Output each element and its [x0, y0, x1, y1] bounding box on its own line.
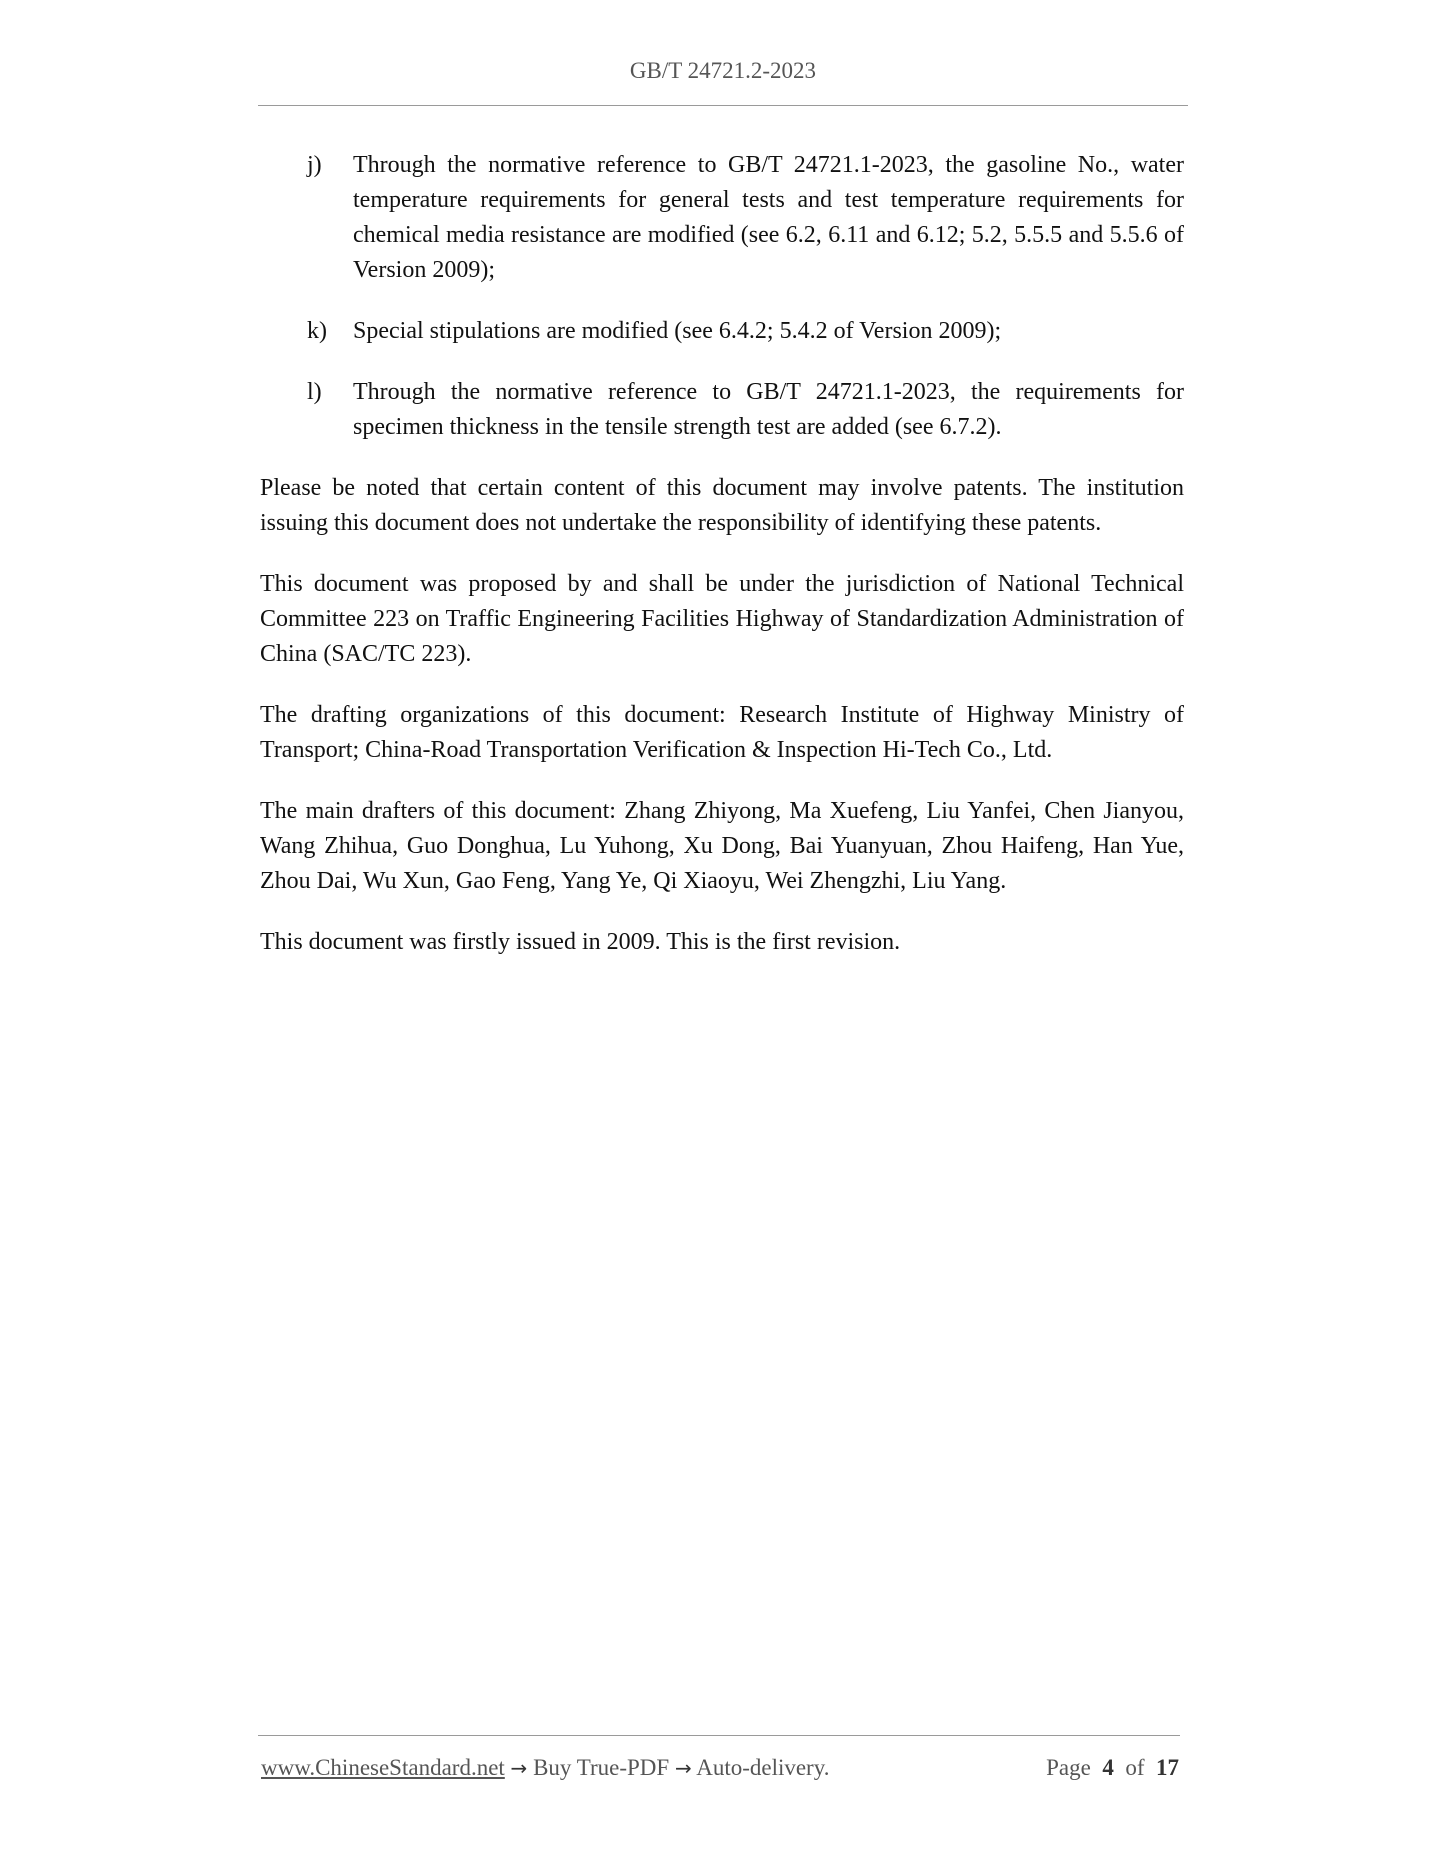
- document-code: GB/T 24721.2-2023: [629, 58, 817, 83]
- buy-text: Buy True-PDF: [533, 1755, 670, 1780]
- list-marker: l): [307, 379, 322, 405]
- patents-paragraph: Please be noted that certain content of this document may involve patents. The institution issuing this document does not undertake the responsibility of identifying these patents.: [260, 475, 1184, 536]
- list-marker: j): [307, 152, 322, 178]
- amendment-list: [260, 148, 1184, 445]
- list-item-j: [260, 148, 1184, 288]
- page-indicator: [1046, 1755, 1179, 1781]
- arrow-right-icon: →: [674, 1756, 692, 1780]
- delivery-text: Auto-delivery.: [696, 1755, 830, 1780]
- footer-divider: [258, 1735, 1180, 1736]
- organizations-paragraph: The drafting organizations of this document: Research Institute of Highway Ministry of Transport; China-Road Transportation Verification & Inspection Hi-Tech Co., Ltd.: [260, 702, 1184, 763]
- document-body: [260, 148, 1184, 986]
- page-of: of: [1125, 1755, 1145, 1780]
- website-link[interactable]: www.ChineseStandard.net: [261, 1755, 505, 1780]
- list-item-text: Through the normative reference to GB/T 24721.1-2023, the requirements for specimen thickness in the tensile strength test are added (see 6.7.2).: [353, 379, 1184, 440]
- page-header: [258, 58, 1188, 84]
- arrow-right-icon: →: [510, 1756, 528, 1780]
- list-item-l: [260, 375, 1184, 445]
- list-marker: k): [307, 318, 327, 344]
- list-item-k: [260, 314, 1184, 349]
- issued-paragraph: This document was firstly issued in 2009. This is the first revision.: [260, 929, 901, 955]
- header-divider: [258, 105, 1188, 106]
- page-label: Page: [1046, 1755, 1091, 1780]
- proposed-paragraph: This document was proposed by and shall be under the jurisdiction of National Technical Committee 223 on Traffic Engineering Facilities Highway of Standardization Administration of China (SAC/TC 223).: [260, 571, 1184, 667]
- page-total: 17: [1156, 1755, 1179, 1780]
- drafters-paragraph: The main drafters of this document: Zhang Zhiyong, Ma Xuefeng, Liu Yanfei, Chen Jianyou, Wang Zhihua, Guo Donghua, Lu Yuhong, Xu Dong, Bai Yuanyuan, Zhou Haifeng, Han Yue, Zhou Dai, Wu Xun, Gao Feng, Yang Ye, Qi Xiaoyu, Wei Zhengzhi, Liu Yang.: [260, 798, 1184, 894]
- page-current: 4: [1102, 1755, 1114, 1780]
- list-item-text: Special stipulations are modified (see 6.4.2; 5.4.2 of Version 2009);: [353, 318, 1002, 344]
- page-footer: [261, 1755, 1179, 1781]
- list-item-text: Through the normative reference to GB/T 24721.1-2023, the gasoline No., water temperature requirements for general tests and test temperature requirements for chemical media resistance are modified (see 6.2, 6.11 and 6.12; 5.2, 5.5.5 and 5.5.6 of Version 2009);: [353, 152, 1184, 283]
- footer-promo: [261, 1755, 829, 1781]
